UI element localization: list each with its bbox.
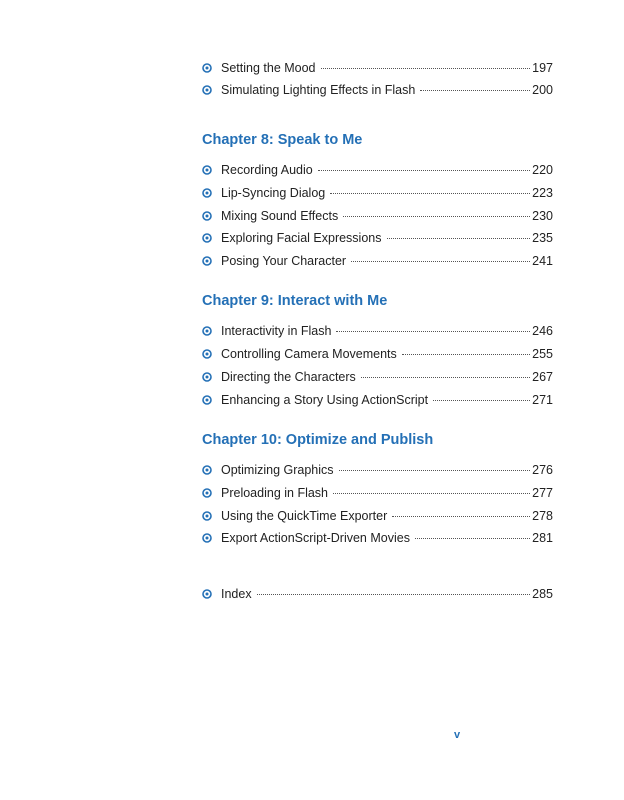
dot-leader [351,261,530,262]
toc-page-number: 246 [532,324,553,338]
toc-entry-title: Index [221,587,252,601]
circled-dot-icon [202,85,212,95]
toc-page-number: 281 [532,531,553,545]
chapter-heading[interactable]: Chapter 8: Speak to Me [202,132,363,148]
toc-entry-title: Recording Audio [221,163,313,177]
toc-entry-index[interactable] [202,585,553,603]
toc-page-number: 197 [532,61,553,75]
dot-leader [330,193,530,194]
toc-entry-enhancing-a-story[interactable] [202,391,553,409]
toc-entry-lip-syncing-dialog[interactable] [202,184,553,202]
toc-page-number: 267 [532,370,553,384]
dot-leader [318,170,530,171]
toc-entry-title: Simulating Lighting Effects in Flash [221,83,416,97]
toc-entry-quicktime-exporter[interactable] [202,507,553,525]
circled-dot-icon [202,233,212,243]
dot-leader [420,90,530,91]
circled-dot-icon [202,511,212,521]
toc-entry-title: Interactivity in Flash [221,324,332,338]
dot-leader [257,594,531,595]
toc-entry-title: Controlling Camera Movements [221,347,397,361]
toc-page-number: 230 [532,209,553,223]
toc-entry-mixing-sound-effects[interactable] [202,207,553,225]
circled-dot-icon [202,349,212,359]
toc-page-number: 220 [532,163,553,177]
chapter-heading[interactable]: Chapter 10: Optimize and Publish [202,432,434,448]
toc-page-number: 276 [532,463,553,477]
toc-entry-controlling-camera-movements[interactable] [202,345,553,363]
circled-dot-icon [202,395,212,405]
toc-entry-title: Enhancing a Story Using ActionScript [221,393,429,407]
toc-entry-title: Mixing Sound Effects [221,209,339,223]
dot-leader [402,354,530,355]
toc-page-number: 255 [532,347,553,361]
toc-entry-optimizing-graphics[interactable] [202,461,553,479]
toc-entry-title: Export ActionScript-Driven Movies [221,531,410,545]
dot-leader [321,68,531,69]
toc-entry-interactivity-in-flash[interactable] [202,322,553,340]
circled-dot-icon [202,188,212,198]
toc-entry-title: Lip-Syncing Dialog [221,186,326,200]
dot-leader [343,216,530,217]
circled-dot-icon [202,372,212,382]
toc-page-number: 285 [532,587,553,601]
toc-entry-title: Exploring Facial Expressions [221,231,382,245]
circled-dot-icon [202,63,212,73]
toc-entry-title: Posing Your Character [221,254,347,268]
toc-entry-exploring-facial-expressions[interactable] [202,229,553,247]
circled-dot-icon [202,165,212,175]
circled-dot-icon [202,326,212,336]
dot-leader [339,470,531,471]
toc-page-number: 277 [532,486,553,500]
page-folio: v [454,729,461,741]
toc-entry-export-actionscript-movies[interactable] [202,529,553,547]
toc-entry-title: Optimizing Graphics [221,463,334,477]
toc-entry-posing-your-character[interactable] [202,252,553,270]
toc-entry-title: Directing the Characters [221,370,356,384]
toc-entry-recording-audio[interactable] [202,161,553,179]
toc-page-number: 223 [532,186,553,200]
dot-leader [361,377,530,378]
toc-page-number: 271 [532,393,553,407]
toc-entry-simulating-lighting-effects[interactable] [202,81,553,99]
circled-dot-icon [202,589,212,599]
circled-dot-icon [202,211,212,221]
chapter-heading[interactable]: Chapter 9: Interact with Me [202,293,388,309]
toc-entry-preloading-in-flash[interactable] [202,484,553,502]
circled-dot-icon [202,533,212,543]
toc-entry-directing-the-characters[interactable] [202,368,553,386]
toc-entry-title: Using the QuickTime Exporter [221,509,388,523]
dot-leader [415,538,530,539]
toc-page-number: 278 [532,509,553,523]
toc-entry-setting-the-mood[interactable] [202,59,553,77]
dot-leader [336,331,530,332]
circled-dot-icon [202,465,212,475]
toc-page-number: 241 [532,254,553,268]
toc-page-number: 235 [532,231,553,245]
dot-leader [392,516,530,517]
toc-entry-title: Preloading in Flash [221,486,329,500]
toc-entry-title: Setting the Mood [221,61,316,75]
dot-leader [433,400,530,401]
circled-dot-icon [202,256,212,266]
dot-leader [387,238,531,239]
toc-page-number: 200 [532,83,553,97]
circled-dot-icon [202,488,212,498]
dot-leader [333,493,530,494]
